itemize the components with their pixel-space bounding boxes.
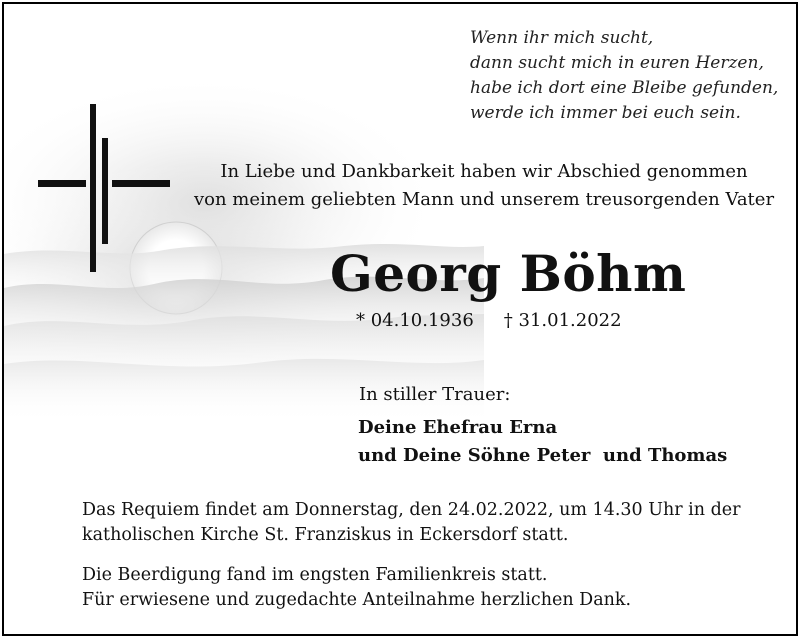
requiem-notice: [82, 498, 741, 548]
death-date: † 31.01.2022: [503, 310, 622, 331]
poem-verse: [470, 26, 778, 126]
mourning-label: In stiller Trauer:: [359, 384, 511, 405]
intro-line: In Liebe und Dankbarkeit haben wir Abschied genommen: [220, 161, 748, 182]
cross-icon: [36, 104, 176, 274]
intro-line: von meinem geliebten Mann und unserem treusorgenden Vater: [193, 189, 775, 210]
poem-line: dann sucht mich in euren Herzen,: [470, 53, 764, 73]
thanks-notice: [82, 563, 631, 613]
notice-line: Die Beerdigung fand im engsten Familienkreis statt.: [82, 565, 548, 585]
deceased-name: Georg Böhm: [330, 244, 687, 303]
intro-text: [184, 158, 784, 214]
obituary-frame: [2, 2, 798, 636]
mourner-line: und Deine Söhne Peter und Thomas: [358, 445, 728, 466]
poem-line: habe ich dort eine Bleibe gefunden,: [470, 78, 779, 98]
notice-line: Das Requiem findet am Donnerstag, den 24.02.2022, um 14.30 Uhr in der: [82, 500, 741, 520]
notice-line: Für erwiesene und zugedachte Anteilnahme herzlichen Dank.: [82, 590, 632, 610]
mourner-line: Deine Ehefrau Erna: [358, 417, 558, 438]
poem-line: werde ich immer bei euch sein.: [470, 103, 741, 123]
birth-date: * 04.10.1936: [356, 310, 474, 331]
mourners-list: [358, 414, 727, 470]
poem-line: Wenn ihr mich sucht,: [470, 28, 654, 48]
life-dates: [356, 310, 622, 331]
notice-line: katholischen Kirche St. Franziskus in Eckersdorf statt.: [82, 525, 569, 545]
